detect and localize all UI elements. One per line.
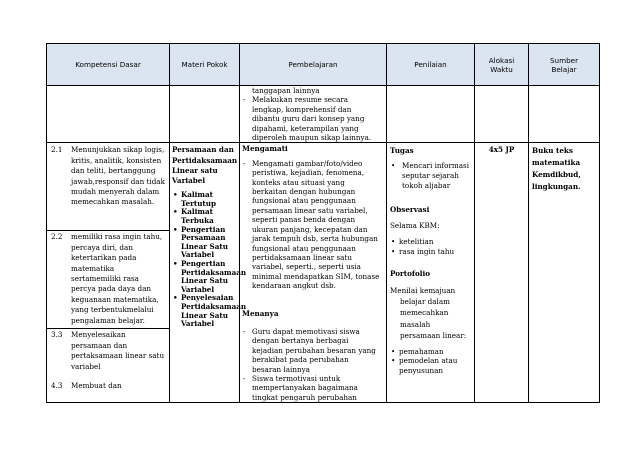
syllabus-table <box>46 43 600 403</box>
kd-divider <box>47 328 169 329</box>
empty-cell <box>475 86 529 143</box>
menanya-item: - Siswa termotivasi untuk mempertanyakan bagaimana tingkat pengaruh perubahan <box>243 373 358 402</box>
kd-number: 3.3 <box>51 330 63 340</box>
portofolio-item: • pemahaman <box>390 347 471 357</box>
kd-number: 2.2 <box>51 232 63 242</box>
kd-text: memiliki rasa ingin tahu, percaya diri, dan ketertarikan pada matematika sertamemiliki rasa percya pada daya dan keguanaan matematika, yang terbentukmelalui pengalaman belajar. <box>71 232 163 325</box>
kd-text: Membuat dan <box>71 381 122 391</box>
kompetensi-dasar-cell <box>47 143 170 403</box>
observasi-lead: Selama KBM: <box>390 221 440 231</box>
header-row <box>47 44 600 86</box>
header-kompetensi-dasar: Kompetensi Dasar <box>47 44 170 86</box>
portofolio-lead-text: Menilai kemajuan belajar dalam memecahkan masalah persamaan linear: <box>390 285 467 341</box>
main-row <box>47 143 600 403</box>
alokasi-waktu-cell: 4x5 JP <box>475 143 529 403</box>
kd-divider <box>47 230 169 231</box>
mengamati-text: Mengamati gambar/foto/video peristiwa, kejadian, fenomena, konteks atau situasi yang berkaitan dengan hubungan fungsional atau penggunaan persamaan linear satu variabel, seperti panas benda dengan ukuran panjang, kecepatan dan jarak tempuh dsb, serta hubungan fungsional atau penggunaan pertidaksamaan linear satu variabel, seperti., seperti usia minimal mendapatkan SIM, tonase kendaraan angkut dsb. <box>252 158 380 291</box>
materi-item: • Pengertian Pertidaksamaan Linear Satu Variabel <box>172 260 237 294</box>
empty-cell <box>529 86 600 143</box>
portofolio-title: Portofolio <box>390 268 431 278</box>
materi-item: • Kalimat Tertutup <box>172 191 237 208</box>
continued-row <box>47 86 600 143</box>
kd-number: 2.1 <box>51 145 63 155</box>
observasi-list <box>390 237 471 257</box>
menanya-text: Siswa termotivasi untuk mempertanyakan bagaimana tingkat pengaruh perubahan <box>252 373 358 402</box>
menanya-title: Menanya <box>242 308 279 318</box>
continued-item: - Melakukan resume secara lengkap, komprehensif dan dibantu guru dari konsep yang dipahami, keterampilan yang diperoleh maupun sikap lainnya. <box>243 95 372 143</box>
materi-list <box>172 190 247 329</box>
portofolio-list <box>390 347 471 376</box>
penilaian-cell <box>387 143 475 403</box>
continued-item-text: Melakukan resume secara lengkap, komprehensif dan dibantu guru dari konsep yang dipahami, keterampilan yang diperoleh maupun sikap lainnya. <box>252 95 372 143</box>
kd-text: Menunjukkan sikap logis, kritis, analitik, konsisten dan teliti, bertanggung jawab,responsif dan tidak mudah menyerah dalam memecahkan masalah. <box>71 145 165 207</box>
tugas-list <box>390 161 471 190</box>
continued-pembelajaran-cell <box>240 86 387 143</box>
observasi-title: Observasi <box>390 204 430 214</box>
kd-number: 4.3 <box>51 381 63 391</box>
materi-pokok-cell <box>170 143 247 403</box>
empty-cell <box>387 86 475 143</box>
menanya-item: - Guru dapat memotivasi siswa dengan bertanya berbagai kejadian perubahan besaran yang berakibat pada perubahan besaran lainnya <box>243 326 376 374</box>
mengamati-item: - Mengamati gambar/foto/video peristiwa, kejadian, fenomena, konteks atau situasi yang berkaitan dengan hubungan fungsional atau penggunaan persamaan linear satu variabel, seperti panas benda dengan ukuran panjang, kecepatan dan jarak tempuh dsb, serta hubungan fungsional atau penggunaan pertidaksamaan linear satu variabel, seperti., seperti usia minimal mendapatkan SIM, tonase kendaraan angkut dsb. <box>243 158 380 291</box>
materi-item: • Kalimat Terbuka <box>172 208 237 225</box>
sumber-belajar-cell: Buku teks matematika Kemdikbud, lingkungan. <box>529 143 600 403</box>
header-penilaian: Penilaian <box>387 44 475 86</box>
tugas-title: Tugas <box>390 146 414 156</box>
materi-item: • Pengertian Persamaan Linear Satu Variabel <box>172 226 237 260</box>
portofolio-lead <box>390 285 471 342</box>
continued-line: tanggapan lainnya <box>252 86 320 95</box>
observasi-item: • rasa ingin tahu <box>390 247 471 257</box>
header-materi-pokok: Materi Pokok <box>170 44 240 86</box>
mengamati-title: Mengamati <box>242 144 288 154</box>
header-sumber-belajar: Sumber Belajar <box>529 44 600 86</box>
materi-item: • Penyelesaian Pertidaksamaan Linear Satu Variabel <box>172 294 237 328</box>
tugas-item <box>390 161 471 190</box>
header-pembelajaran: Pembelajaran <box>240 44 387 86</box>
materi-title: Persamaan dan Pertidaksamaan Linear satu Variabel <box>172 145 238 186</box>
pembelajaran-cell <box>240 143 387 403</box>
empty-cell <box>170 86 240 143</box>
portofolio-item: • pemodelan atau penyusunan <box>390 356 471 376</box>
empty-cell <box>47 86 170 143</box>
observasi-item: • ketelitian <box>390 237 471 247</box>
menanya-text: Guru dapat memotivasi siswa dengan bertanya berbagai kejadian perubahan besaran yang berakibat pada perubahan besaran lainnya <box>252 326 376 374</box>
header-alokasi-waktu: Alokasi Waktu <box>475 44 529 86</box>
tugas-item-text: Mencari informasi seputar sejarah tokoh aljabar <box>402 161 470 190</box>
kd-text: Menyelesaikan persamaan dan pertaksamaan linear satu variabel <box>71 330 165 371</box>
